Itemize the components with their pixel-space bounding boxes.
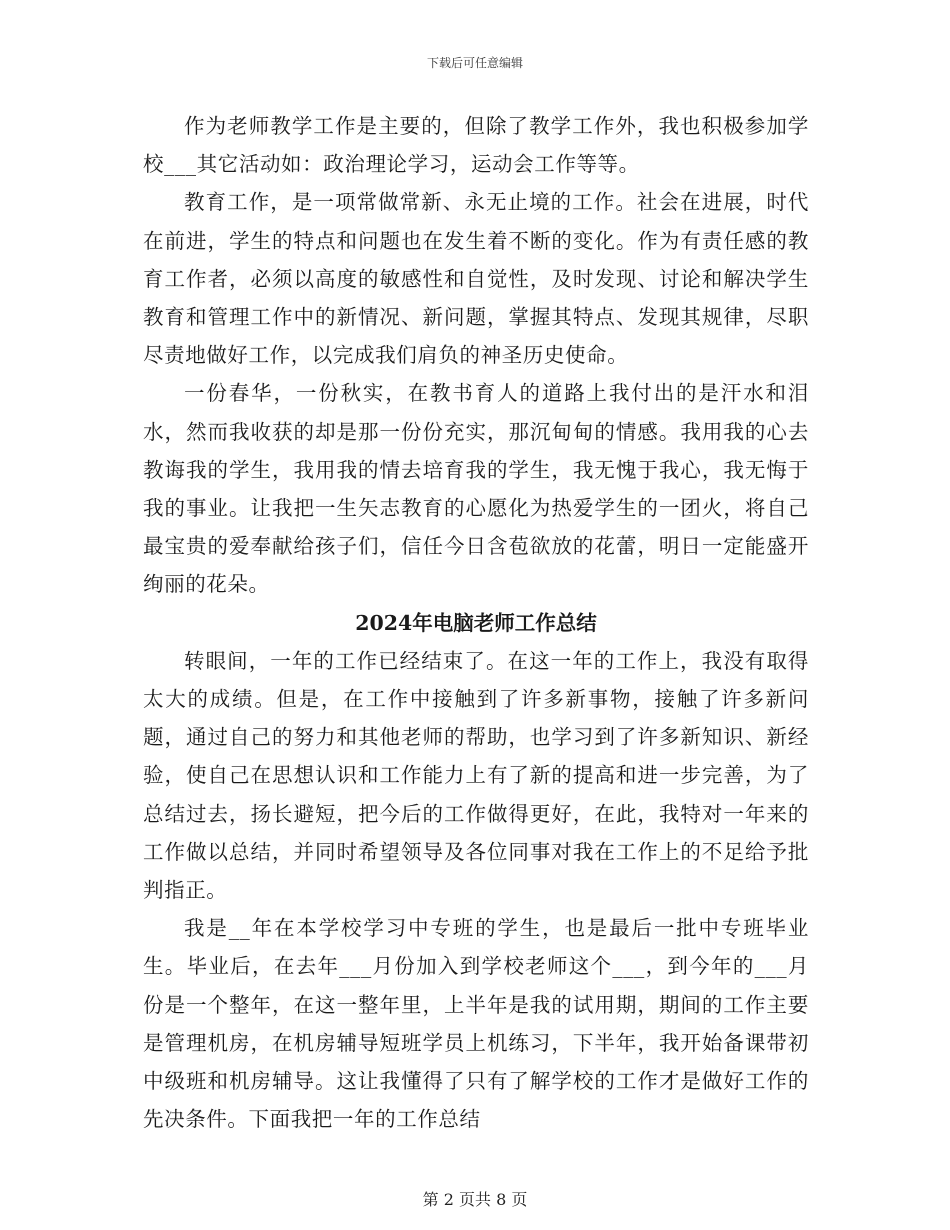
paragraph-year-review: 转眼间，一年的工作已经结束了。在这一年的工作上，我没有取得太大的成绩。但是，在工作中接触到了许多新事物，接触了许多新问题，通过自己的努力和其他老师的帮助，也学习到了许多新知识、新经验，使自己在思想认识和工作能力上有了新的提高和进一步完善，为了总结过去，扬长避短，把今后的工作做得更好，在此，我特对一年来的工作做以总结，并同时希望领导及各位同事对我在工作上的不足给予批判指正。 [143, 648, 809, 903]
page-number: 第 2 页共 8 页 [422, 1190, 528, 1209]
paragraph-spring-autumn: 一份春华，一份秋实，在教书育人的道路上我付出的是汗水和泪水，然而我收获的却是那一份份充实，那沉甸甸的情感。我用我的心去教诲我的学生，我用我的情去培育我的学生，我无愧于我心，我无悔于我的事业。让我把一生矢志教育的心愿化为热爱学生的一团火，将自己最宝贵的爱奉献给孩子们，信任今日含苞欲放的花蕾，明日一定能盛开绚丽的花朵。 [143, 381, 809, 597]
paragraph-education-work: 教育工作，是一项常做常新、永无止境的工作。社会在进展，时代在前进，学生的特点和问题也在发生着不断的变化。作为有责任感的教育工作者，必须以高度的敏感性和自觉性，及时发现、讨论和解决学生教育和管理工作中的新情况、新问题，掌握其特点、发现其规律，尽职尽责地做好工作，以完成我们肩负的神圣历史使命。 [143, 190, 809, 368]
page-header: 下载后可任意编辑 [426, 56, 523, 70]
section-title: 2024年电脑老师工作总结 [355, 610, 597, 635]
paragraph-background: 我是__年在本学校学习中专班的学生，也是最后一批中专班毕业生。毕业后，在去年___月份加入到学校老师这个___，到今年的___月份是一个整年，在这一整年里，上半年是我的试用期，期间的工作主要是管理机房，在机房辅导短班学员上机练习，下半年，我开始备课带初中级班和机房辅导。这让我懂得了只有了解学校的工作才是做好工作的先决条件。下面我把一年的工作总结 [143, 916, 809, 1132]
document-body [143, 107, 809, 1138]
paragraph-activities: 作为老师教学工作是主要的，但除了教学工作外，我也积极参加学校___其它活动如：政治理论学习，运动会工作等等。 [143, 114, 809, 177]
